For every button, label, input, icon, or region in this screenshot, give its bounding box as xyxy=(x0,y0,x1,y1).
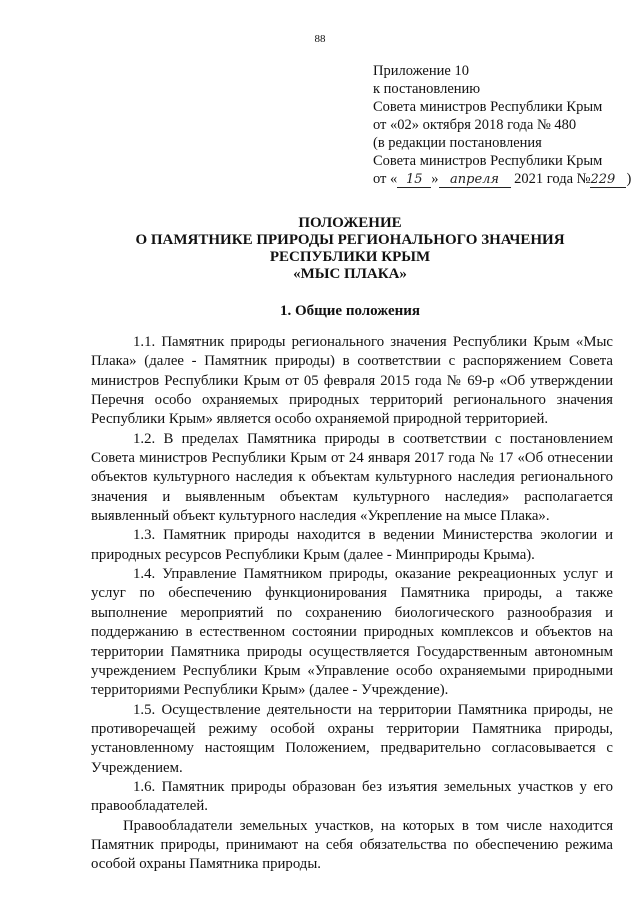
paragraph-1-4: 1.4. Управление Памятником природы, оказание рекреационных услуг и услуг по обеспечению функционирования Памятника природы, а также выполнение мероприятий по сохранению биологического разнообразия и поддержанию в естественном состоянии природных комплексов и объектов на территории Памятника природы осуществляется Государственным автономным учреждением Республики Крым «Управление особо охраняемыми природными территориями Республики Крым» (далее - Учреждение). xyxy=(91,566,613,699)
paragraph-1-5: 1.5. Осуществление деятельности на территории Памятника природы, не противоречащей режиму особой охраны территории Памятника природы, установленному настоящим Положением, предварительно согласовывается с Учреждением. xyxy=(91,701,613,776)
document-title xyxy=(0,215,640,283)
appendix-amendment-line xyxy=(373,170,632,188)
amendment-suffix: ) xyxy=(626,171,632,187)
document-body xyxy=(91,333,613,875)
appendix-line: Совета министров Республики Крым xyxy=(373,153,603,169)
title-line: О ПАМЯТНИКЕ ПРИРОДЫ РЕГИОНАЛЬНОГО ЗНАЧЕНИЯ xyxy=(135,232,565,248)
handwritten-month: апреля xyxy=(439,173,511,188)
title-line: «МЫС ПЛАКА» xyxy=(293,266,407,282)
appendix-line: к постановлению xyxy=(373,81,481,97)
paragraph-1-3: 1.3. Памятник природы находится в ведении Министерства экологии и природных ресурсов Республики Крым (далее - Минприроды Крыма). xyxy=(91,527,613,563)
section-heading: 1. Общие положения xyxy=(279,303,421,319)
paragraph-rightholders: Правообладатели земельных участков, на которых в том числе находится Памятник природы, принимают на себя обязательства по обеспечению режима особой охраны Памятника природы. xyxy=(91,817,613,873)
appendix-line: Совета министров Республики Крым xyxy=(373,99,603,115)
page-number: 88 xyxy=(314,33,326,45)
handwritten-day: 15 xyxy=(397,173,431,188)
amendment-prefix: от « xyxy=(373,171,398,187)
amendment-year: 2021 года № xyxy=(514,171,591,187)
appendix-header xyxy=(373,62,632,188)
paragraph-1-2: 1.2. В пределах Памятника природы в соответствии с постановлением Совета министров Республики Крым от 24 января 2017 года № 17 «Об отнесении объектов культурного наследия к объектам культурного наследия регионального значения и выявленным объектам культурного наследия» располагается выявленный объект культурного наследия «Укрепление на мысе Плака». xyxy=(91,430,613,525)
amendment-quote: » xyxy=(431,171,439,187)
appendix-line: (в редакции постановления xyxy=(373,135,542,151)
appendix-line: от «02» октября 2018 года № 480 xyxy=(373,117,577,133)
appendix-line: Приложение 10 xyxy=(373,63,469,79)
paragraph-1-1: 1.1. Памятник природы регионального значения Республики Крым «Мыс Плака» (далее - Памятник природы) в соответствии с распоряжением Совета министров Республики Крым от 05 февраля 2015 года № 69-р «Об утверждении Перечня особо охраняемых природных территорий регионального значения Республики Крым» является особо охраняемой природной территорией. xyxy=(91,334,613,428)
title-line: ПОЛОЖЕНИЕ xyxy=(298,215,402,231)
title-line: РЕСПУБЛИКИ КРЫМ xyxy=(269,249,431,265)
paragraph-1-6: 1.6. Памятник природы образован без изъятия земельных участков у его правообладателей. xyxy=(91,778,613,815)
handwritten-number: 229 xyxy=(590,173,626,188)
